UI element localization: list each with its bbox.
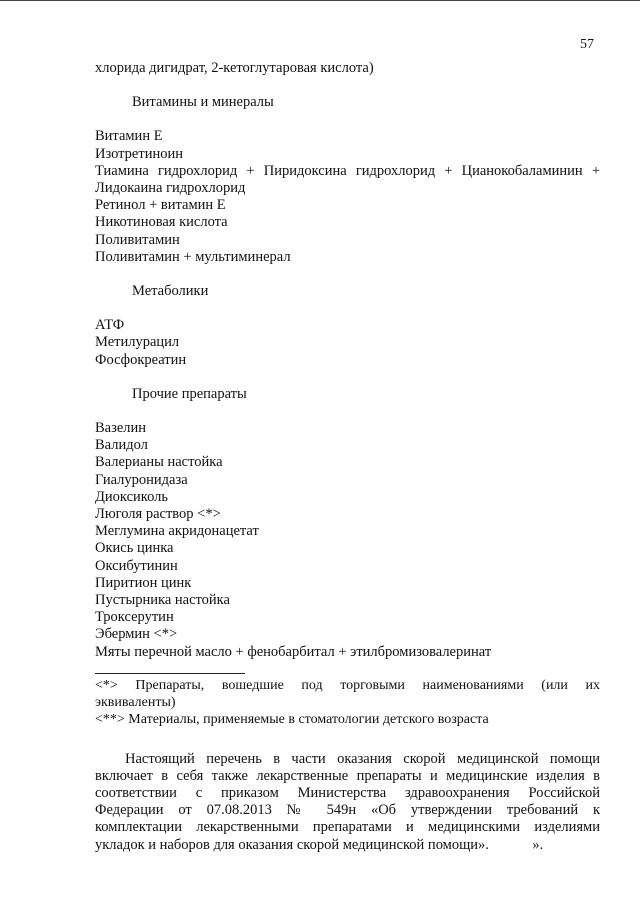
list-item: Мяты перечной масло + фенобарбитал + этилбромизовалеринат <box>95 643 492 660</box>
closing-line: включает в себя также лекарственные препараты и медицинские изделия в <box>95 767 600 784</box>
list-item: Пиритион цинк <box>95 574 192 591</box>
list-item: Ретинол + витамин Е <box>95 197 226 214</box>
list-item: Диоксиколь <box>95 488 168 505</box>
list-item: Поливитамин <box>95 231 180 248</box>
section-heading-metabolics: Метаболики <box>132 283 209 300</box>
list-item: Троксерутин <box>95 609 174 626</box>
list-item: Оксибутинин <box>95 557 178 574</box>
document-body <box>95 60 600 854</box>
list-item: АТФ <box>95 317 125 334</box>
footnote-separator <box>95 673 245 674</box>
footnote-1-line-2: эквиваленты) <box>95 695 176 711</box>
footnotes <box>95 677 600 729</box>
list-item: Валерианы настойка <box>95 454 223 471</box>
list-item: Эбермин <*> <box>95 626 178 643</box>
list-item: Фосфокреатин <box>95 351 187 368</box>
list-item: Окись цинка <box>95 540 174 557</box>
list-item: Поливитамин + мультиминерал <box>95 248 291 265</box>
list-item: Пустырника настойка <box>95 592 230 609</box>
metabolics-list <box>95 317 600 369</box>
list-item: Изотретиноин <box>95 145 183 162</box>
footnote-2: <**> Материалы, применяемые в стоматологии детского возраста <box>95 712 489 728</box>
top-border-line <box>0 0 640 1</box>
closing-line: соответствии с приказом Министерства здравоохранения Российской <box>95 784 600 801</box>
list-item: Метилурацил <box>95 334 180 351</box>
list-item: Витамин Е <box>95 128 163 145</box>
list-item: Тиамина гидрохлорид + Пиридоксина гидрохлорид + Цианокобаламинин + <box>95 162 600 179</box>
list-item: Валидол <box>95 437 148 454</box>
section-heading-vitamins: Витамины и минералы <box>132 94 274 111</box>
footnote-1-line-1: <*> Препараты, вошедшие под торговыми наименованиями (или их <box>95 677 600 693</box>
page-number: 57 <box>580 37 594 52</box>
section-heading-other-drugs: Прочие препараты <box>132 385 247 402</box>
list-item: Лидокаина гидрохлорид <box>95 180 246 197</box>
closing-line: комплектации лекарственными препаратами и медицинскими изделиями <box>95 819 600 836</box>
other-drugs-list <box>95 420 600 661</box>
list-item: Меглумина акридонацетат <box>95 523 259 540</box>
closing-line: Настоящий перечень в части оказания скорой медицинской помощи <box>125 750 600 767</box>
list-item: Вазелин <box>95 420 147 437</box>
list-item: Гиалуронидаза <box>95 471 188 488</box>
closing-line: Федерации от 07.08.2013 № 549н «Об утверждении требований к <box>95 802 600 819</box>
intro-line: хлорида дигидрат, 2-кетоглутаровая кислота) <box>95 60 374 76</box>
vitamins-list <box>95 128 600 266</box>
list-item: Никотиновая кислота <box>95 214 228 231</box>
list-item: Люголя раствор <*> <box>95 506 221 523</box>
closing-paragraph <box>95 751 600 854</box>
closing-line: укладок и наборов для оказания скорой медицинской помощи». ». <box>95 836 544 853</box>
